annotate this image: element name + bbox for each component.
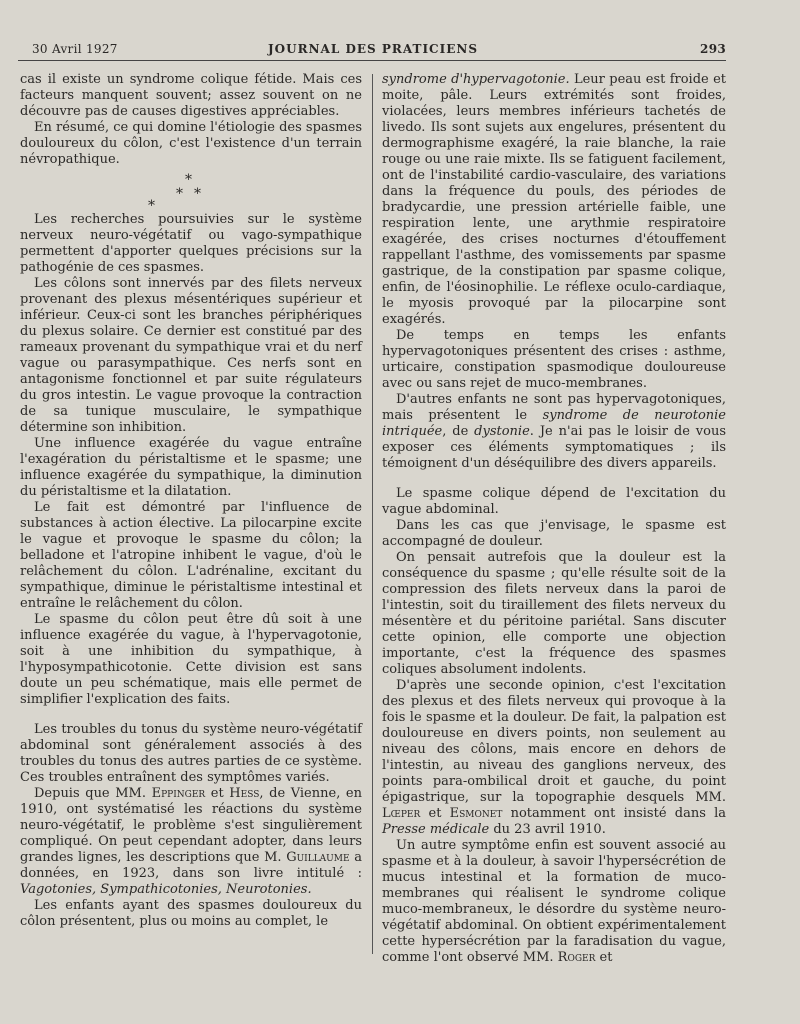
text-run: et [205, 786, 230, 801]
paragraph: De temps en temps les enfants hypervagotoniques présentent des crises : asthme, urticaire, constipation spasmodique douloureuse avec ou sans rejet de muco-membranes. [382, 328, 726, 391]
paragraph: cas il existe un syndrome colique fétide. Mais ces facteurs manquent souvent; assez souvent on ne découvre pas de causes digestives appréciables. [20, 72, 362, 119]
book-title: Vagotonies, Sympathicotonies, Neurotonies. [20, 882, 312, 897]
text-run: et [420, 806, 450, 821]
asterism-star: * [148, 198, 155, 214]
section-asterism [20, 168, 362, 212]
paragraph: Le spasme du côlon peut être dû soit à une influence exagérée du vague, à l'hypervagotonie, soit à une inhibition du sympathique, à l'hyposympathicotonie. Cette division est sans doute un peu schématique, mais elle permet de simplifier l'explication des faits. [20, 612, 362, 707]
author-name: Roger [557, 950, 596, 965]
text-run: . Je n'ai pas le loisir de vous exposer ces éléments symptomatiques ; ils témoignent d'un déséquilibre des divers appareils. [382, 424, 726, 471]
paragraph [382, 392, 726, 472]
paragraph: On pensait autrefois que la douleur est la conséquence du spasme ; qu'elle résulte soit de la compression des filets nerveux dans la paroi de l'intestin, soit du tiraillement des filets nerveux du mésentère et du péritoine pariétal. Sans discuter cette opinion, elle comporte une objection importante, c'est la fréquence des spasmes coliques absolument indolents. [382, 550, 726, 677]
paragraph: En résumé, ce qui domine l'étiologie des spasmes douloureux du côlon, c'est l'existence d'un terrain névropathique. [20, 120, 363, 167]
header-rule [18, 60, 726, 61]
running-head [32, 40, 726, 60]
asterism-star: * [176, 186, 183, 202]
left-column [20, 72, 362, 930]
paragraph: Les côlons sont innervés par des filets nerveux provenant des plexus mésentériques supérieur et inférieur. Ceux-ci sont les branches périphériques du plexus solaire. Ce dernier est constitué par des rameaux provenant du sympathique vrai et du nerf vague ou parasympathique. Ces nerfs sont en antagonisme fonctionnel et par suite régulateurs du gros intestin. Le vague provoque la contraction de sa tunique musculaire, le sympathique détermine son inhibition. [20, 276, 362, 435]
paragraph: Dans les cas que j'envisage, le spasme est accompagné de douleur. [382, 518, 726, 549]
right-column [382, 72, 726, 966]
journal-title: JOURNAL DES PRATICIENS [268, 42, 478, 56]
text-run: D'après une seconde opinion, c'est l'excitation des plexus et des filets nerveux qui provoque à la fois le spasme et la douleur. De fait, la palpation est douloureuse en divers points, non seulement au niveau des côlons, mais encore en dehors de l'intestin, au niveau des ganglions nerveux, des points para-ombilical droit et gauche, du point épigastrique, sur la topographie desquels MM. [382, 678, 726, 805]
text-run: et [595, 950, 613, 965]
column-divider [372, 74, 373, 954]
paragraph: Les recherches poursuivies sur le système nerveux neuro-végétatif ou vago-sympathique permettent d'apporter quelques précisions sur la pathogénie de ces spasmes. [20, 212, 362, 275]
paragraph [382, 838, 726, 966]
syndrome-term: dystonie [474, 424, 530, 439]
text-run: Un autre symptôme enfin est souvent associé au spasme et à la douleur, à savoir l'hypersécrétion de mucus intestinal et la formation de muco-membranes qui réalisent le syndrome colique muco-membraneux, le désordre du système neuro-végétatif abdominal. On obtient expérimentalement cette hypersécrétion par la faradisation du vague, comme l'ont observé MM. [382, 838, 726, 965]
paragraph: Le fait est démontré par l'influence de substances à action élective. La pilocarpine excite le vague et provoque le spasme du côlon; la belladone et l'atropine inhibent le vague, d'où le relâchement du côlon. L'adrénaline, excitant du sympathique, diminue le péristaltisme intestinal et entraîne le relâchement du côlon. [20, 500, 362, 611]
paragraph: Les enfants ayant des spasmes douloureux du côlon présentent, plus ou moins au complet, le [20, 898, 362, 929]
text-run: , de [442, 424, 475, 439]
paragraph: Une influence exagérée du vague entraîne l'exagération du péristaltisme et le spasme; une influence exagérée du sympathique, la diminution du péristaltisme et la dilatation. [20, 436, 362, 499]
text-run: D'autres enfants ne sont pas hypervagotoniques, mais présentent le [382, 392, 726, 423]
syndrome-term: syndrome d'hypervagotonie. [382, 72, 570, 87]
paragraph [382, 678, 726, 838]
text-run: , de Vienne, en 1910, ont systématisé les réactions du système neuro-végétatif, le problème s'est singulièrement compliqué. On peut cependant adopter, dans leurs grandes lignes, les descriptions que M. [20, 786, 362, 865]
text-run: notamment ont insisté dans la [502, 806, 726, 821]
paragraph [20, 786, 362, 898]
author-name: Lœper [382, 806, 421, 821]
author-name: Hess [229, 786, 260, 801]
text-run: a données, en 1923, dans son livre intitulé : [20, 850, 362, 881]
text-run: du 23 avril 1910. [489, 822, 606, 837]
journal-reference: Presse médicale [382, 822, 490, 837]
author-name: Guillaume [286, 850, 350, 865]
author-name: Esmonet [449, 806, 503, 821]
paragraph [382, 72, 726, 328]
paragraph: Le spasme colique dépend de l'excitation du vague abdominal. [382, 486, 726, 517]
paragraph: Les troubles du tonus du système neuro-végétatif abdominal sont généralement associés à des troubles du tonus des autres parties de ce système. Ces troubles entraînent des symptômes variés. [20, 722, 362, 785]
author-name: Eppinger [151, 786, 206, 801]
issue-date: 30 Avril 1927 [32, 42, 118, 56]
text-run: Leur peau est froide et moite, pâle. Leurs extrémités sont froides, violacées, leurs membres inférieurs tachetés de livedo. Ils sont sujets aux engelures, présentent du dermographisme exagéré, la raie blanche, la raie rouge ou une raie mixte. Ils se fatiguent facilement, ont de l'instabilité cardio-vasculaire, des variations dans la fréquence du pouls, des périodes de bradycardie, une pression artérielle faible, une respiration lente, une arythmie respiratoire exagérée, des crises nocturnes d'étouffement rappellant l'asthme, des vomissements par spasme gastrique, de la constipation par spasme colique, enfin, de l'éosinophilie. Le réflexe oculo-cardiaque, le myosis provoqué par la pilocarpine sont exagérés. [382, 72, 726, 327]
asterism-star: * [185, 172, 192, 188]
page-number: 293 [700, 42, 726, 56]
asterism-star: * [194, 186, 201, 202]
text-run: Depuis que MM. [34, 786, 152, 801]
syndrome-term: syndrome de neurotonie intriquée [382, 408, 727, 439]
